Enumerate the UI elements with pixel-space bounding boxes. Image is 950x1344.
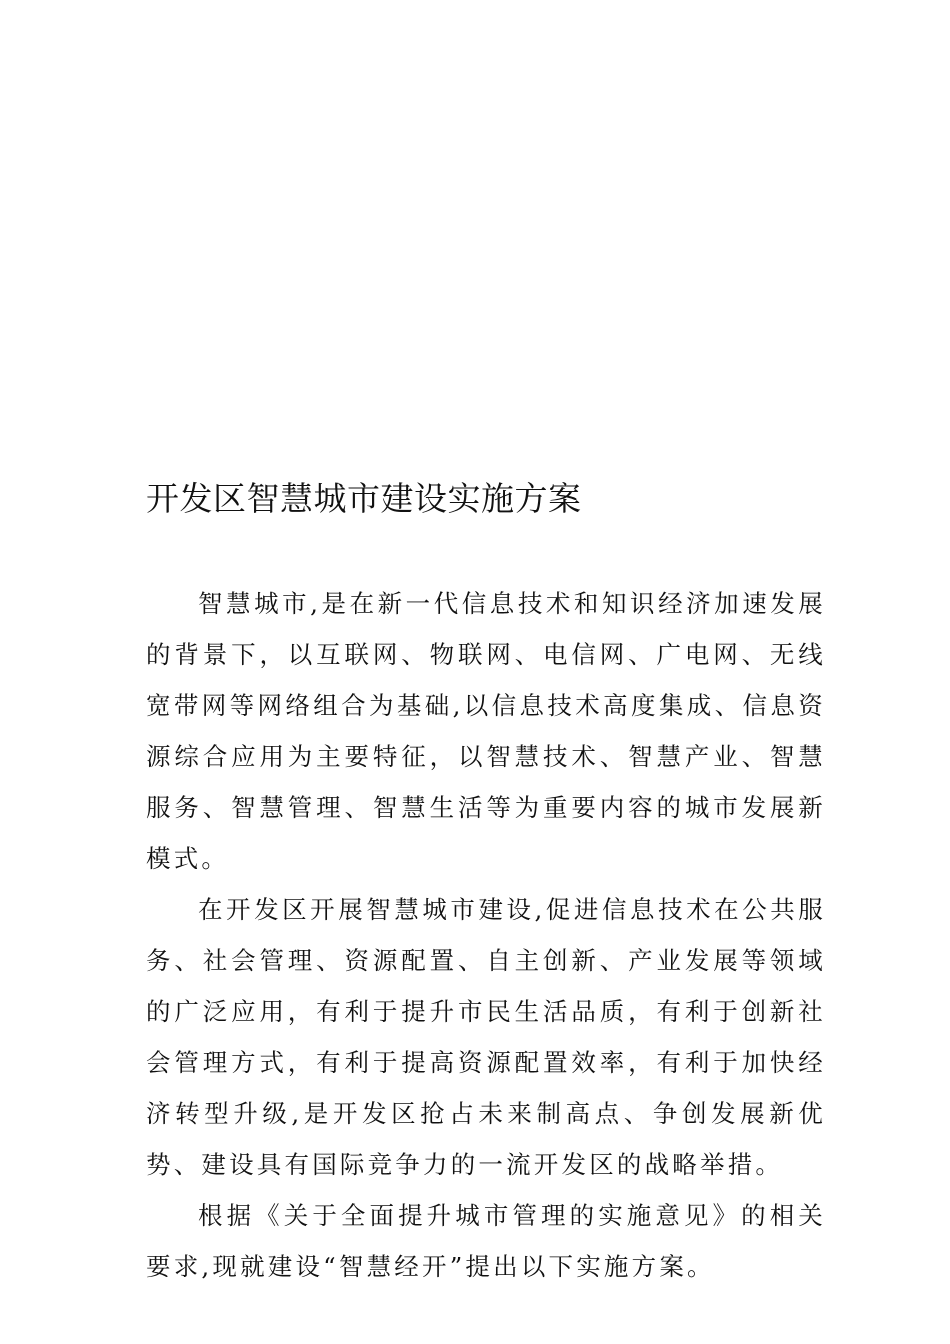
- paragraph-smart-city-definition: 智慧城市,是在新一代信息技术和知识经济加速发展的背景下，以互联网、物联网、电信网、广电网、无线宽带网等网络组合为基础,以信息技术高度集成、信息资源综合应用为主要特征，以智慧技术、智慧产业、智慧服务、智慧管理、智慧生活等为重要内容的城市发展新模式。: [146, 589, 826, 873]
- document-body: [146, 578, 826, 1292]
- document-title: 开发区智慧城市建设实施方案: [146, 479, 582, 518]
- paragraph-construction-significance: 在开发区开展智慧城市建设,促进信息技术在公共服务、社会管理、资源配置、自主创新、产业发展等领域的广泛应用，有利于提升市民生活品质，有利于创新社会管理方式，有利于提高资源配置效率，有利于加快经济转型升级,是开发区抢占未来制高点、争创发展新优势、建设具有国际竞争力的一流开发区的战略举措。: [146, 895, 826, 1179]
- paragraph-plan-basis: 根据《关于全面提升城市管理的实施意见》的相关要求,现就建设“智慧经开”提出以下实施方案。: [146, 1201, 826, 1281]
